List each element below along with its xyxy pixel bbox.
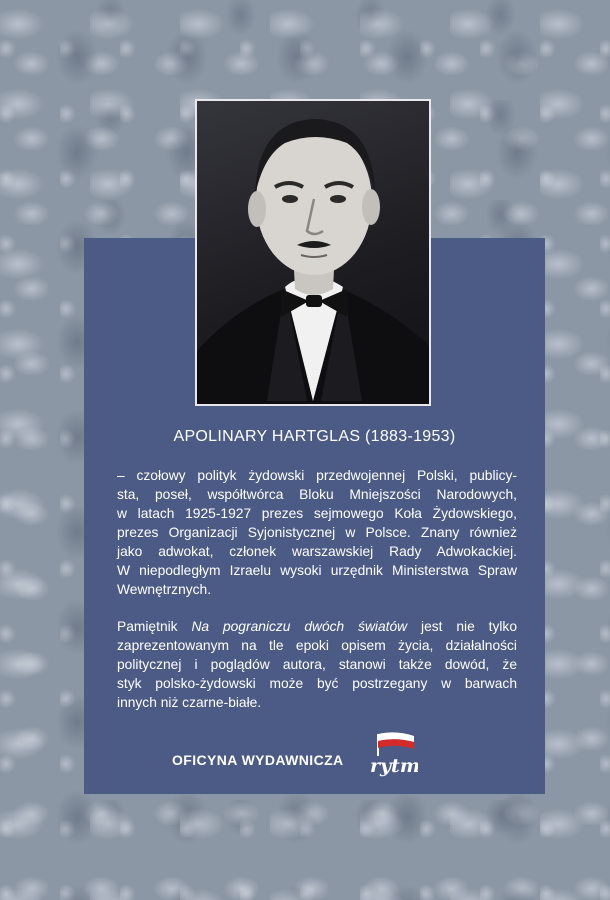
bio-line: sta, poseł, współtwórca Bloku Mniejszości Narodowych, (117, 487, 517, 502)
author-portrait (195, 99, 431, 406)
description-prefix: Pamiętnik (117, 619, 192, 634)
book-title: Na pograniczu dwóch światów (191, 619, 408, 634)
bio-line: W niepodległym Izraelu wysoki urzędnik Ministerstwa Spraw (117, 563, 517, 578)
bio-line: w latach 1925-1927 prezes sejmowego Koła Żydowskiego, (117, 506, 517, 521)
description-line: zaprezentowanym na tle epoki opisem życia, działalności (117, 638, 517, 653)
bio-line: Wewnętrznych. (117, 582, 212, 597)
publisher-logo (366, 730, 418, 778)
bio-line: – czołowy polityk żydowski przedwojennej Polski, publicy- (117, 468, 517, 483)
bio-line: jako adwokat, członek warszawskiej Rady Adwokackiej. (117, 544, 517, 559)
description-line: politycznej i poglądów autora, stanowi także dowód, że (117, 657, 517, 672)
description-line: innych niż czarne-białe. (117, 695, 262, 710)
author-heading: APOLINARY HARTGLAS (1883-1953) (173, 428, 456, 445)
bio-line: prezes Organizacji Syjonistycznej w Polsce. Znany również (117, 525, 517, 540)
publisher-label: OFICYNA WYDAWNICZA (172, 752, 344, 768)
author-biography (117, 466, 517, 599)
logo-wordmark: rytm (370, 755, 418, 777)
description-line: styk polsko-żydowski może być postrzegany w barwach (117, 676, 517, 691)
description-line (117, 617, 517, 636)
book-description (117, 617, 517, 712)
description-suffix: jest nie tylko (407, 619, 517, 634)
